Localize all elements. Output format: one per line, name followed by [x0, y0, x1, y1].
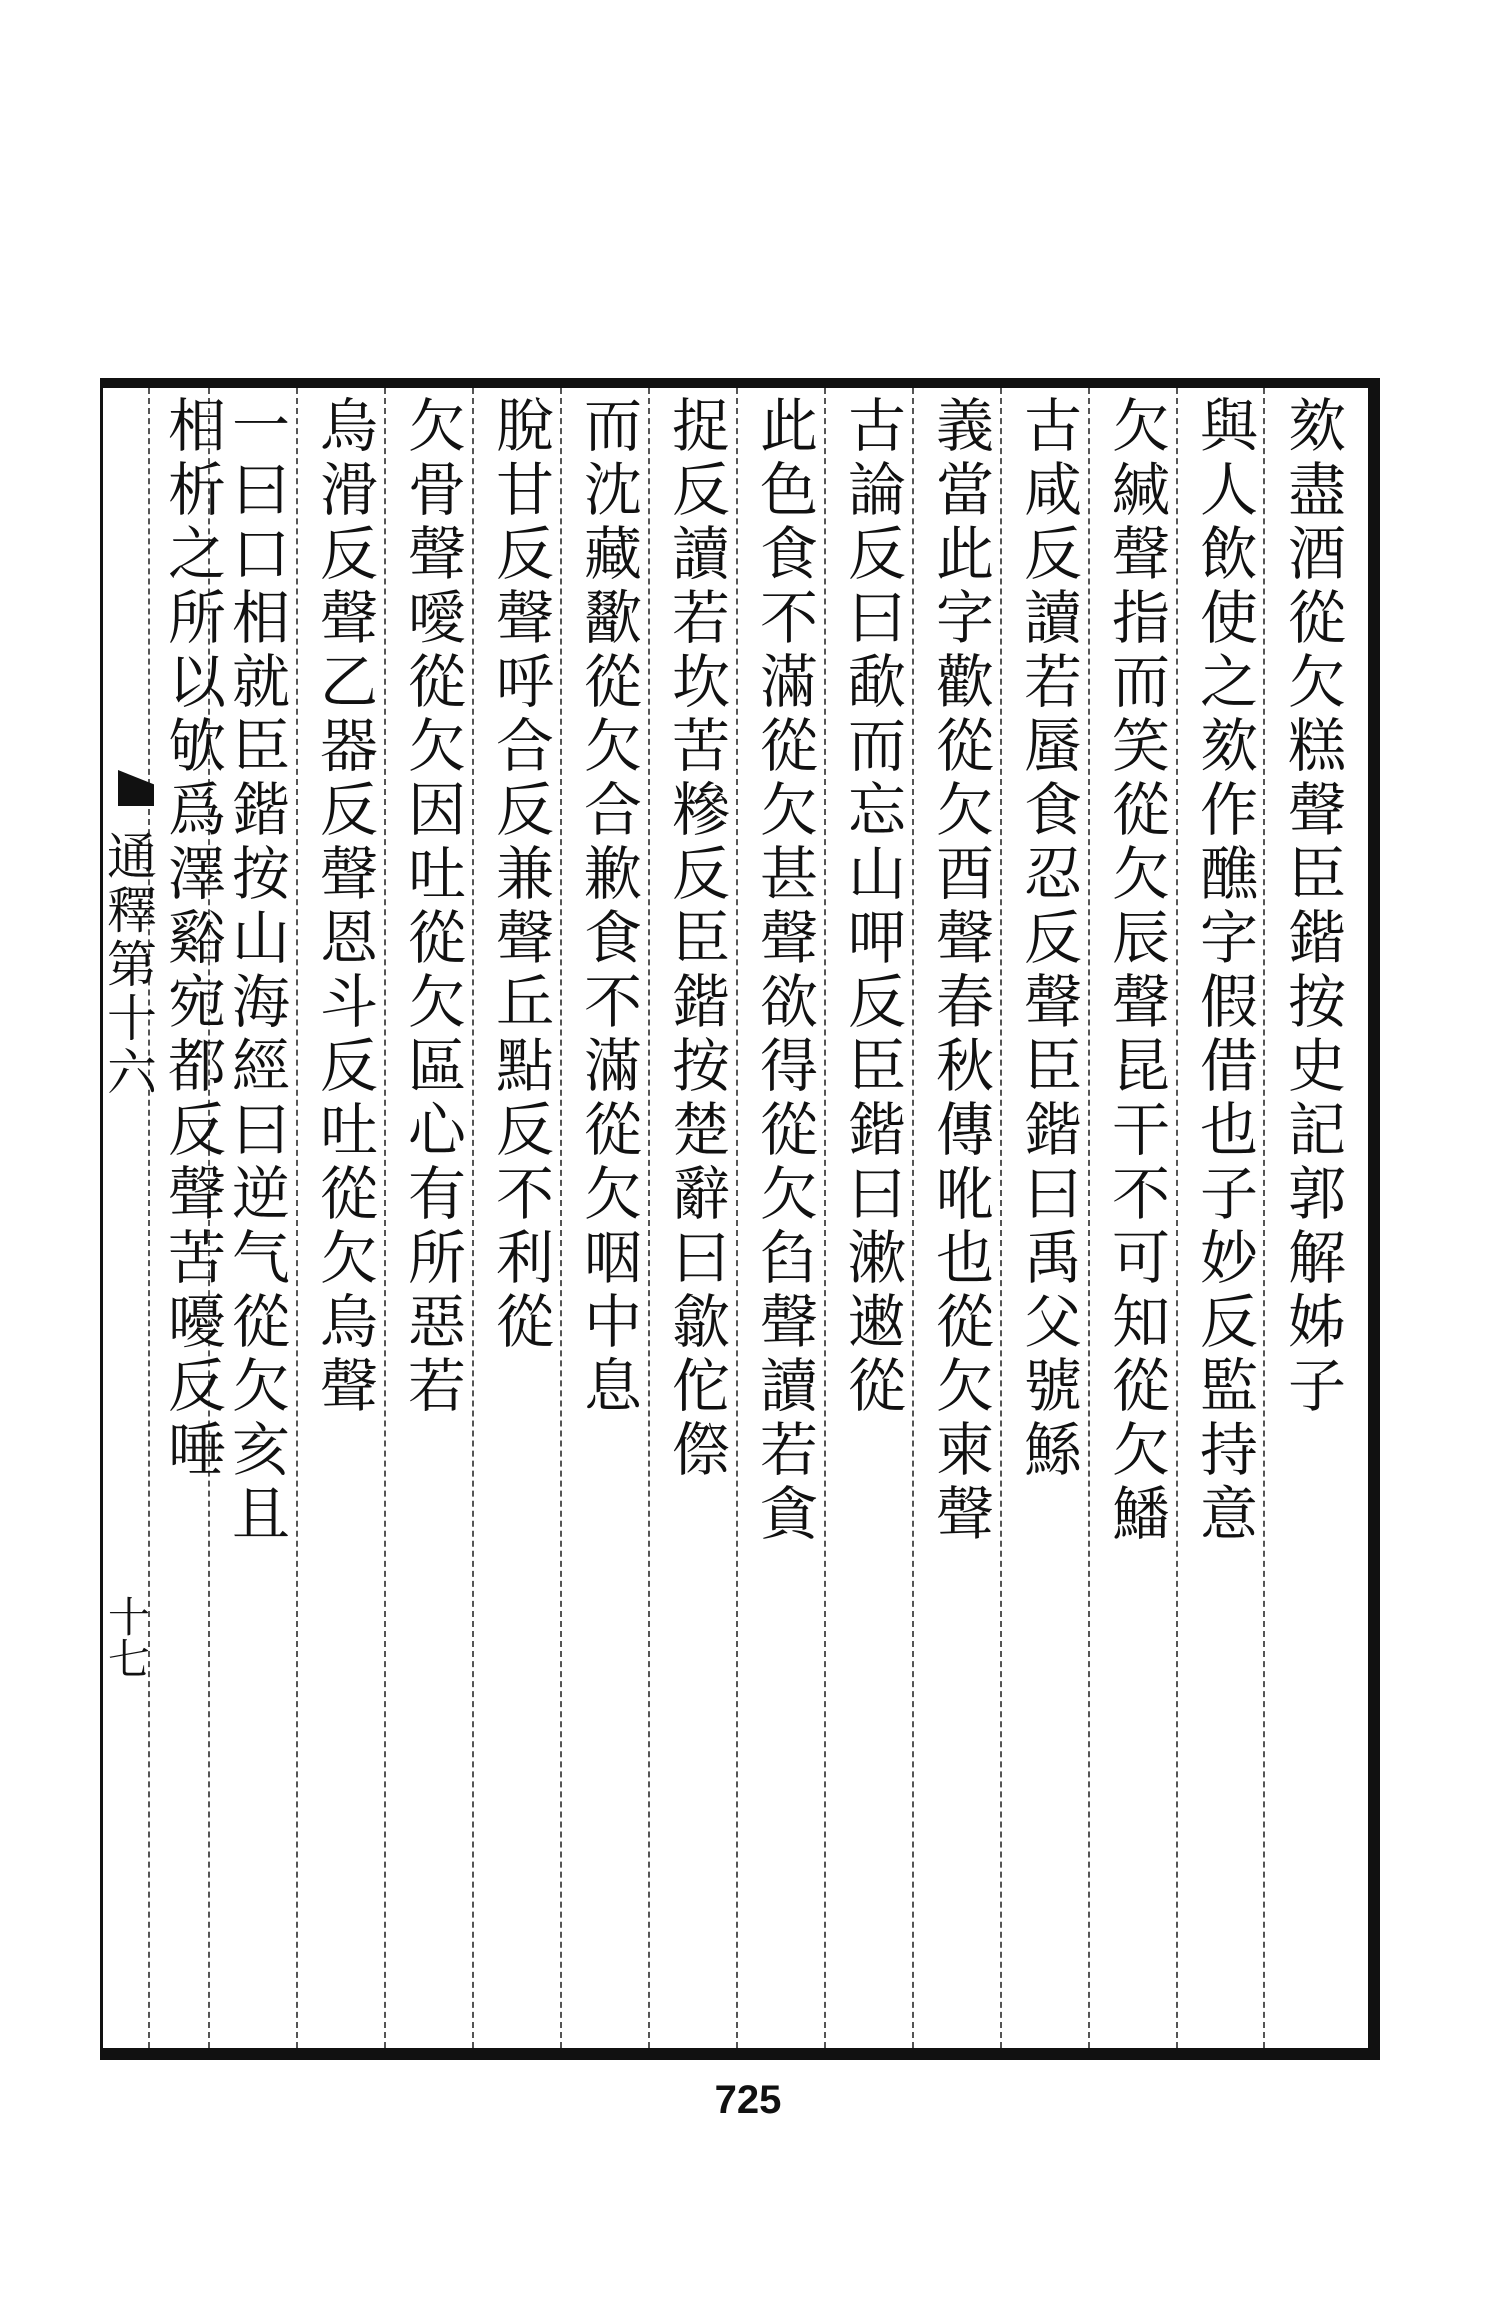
page-number: 725	[714, 2078, 782, 2122]
text-column-12: 烏滑反聲乙器反聲恩斗反吐從欠烏聲	[310, 395, 378, 1419]
text-column-3: 欠緘聲指而笑從欠辰聲昆干不可知從欠鱕	[1102, 395, 1170, 1547]
text-column-14: 相析之所以欨爲澤谿宛都反聲苦嚘反唾	[158, 395, 226, 1483]
text-column-11: 欠骨聲噯從欠因吐從欠區心有所惡若	[398, 395, 466, 1419]
margin-folio: 十七	[102, 1595, 151, 1679]
fold-margin	[100, 380, 170, 2060]
text-column-6: 古論反曰歃而忘山呷反臣鍇曰漱遫從	[838, 395, 906, 1419]
text-column-9: 而沈藏歠從欠合歉食不滿從欠咽中息	[574, 395, 642, 1419]
text-column-7: 此色食不滿從欠甚聲欲得從欠臽聲讀若貪	[750, 395, 818, 1547]
text-column-8: 捉反讀若坎苦糝反臣鍇按楚辭曰歙佗傺	[662, 395, 730, 1483]
text-column-10: 脫甘反聲呼合反兼聲丘點反不利從	[486, 395, 554, 1355]
text-column-2: 與人飲使之欬作醮字假借也子妙反監持意	[1190, 395, 1258, 1547]
text-column-5: 義當此字歡從欠酉聲春秋傳吪也從欠柬聲	[926, 395, 994, 1547]
text-column-1: 欬盡酒從欠糕聲臣鍇按史記郭解姊子	[1278, 395, 1346, 1419]
text-column-4: 古咸反讀若蜃食忍反聲臣鍇曰禹父號鯀	[1014, 395, 1082, 1483]
margin-title: 通釋第十六	[99, 830, 157, 1100]
text-column-13: 一曰口相就臣鍇按山海經曰逆气從欠亥且	[222, 395, 290, 1547]
